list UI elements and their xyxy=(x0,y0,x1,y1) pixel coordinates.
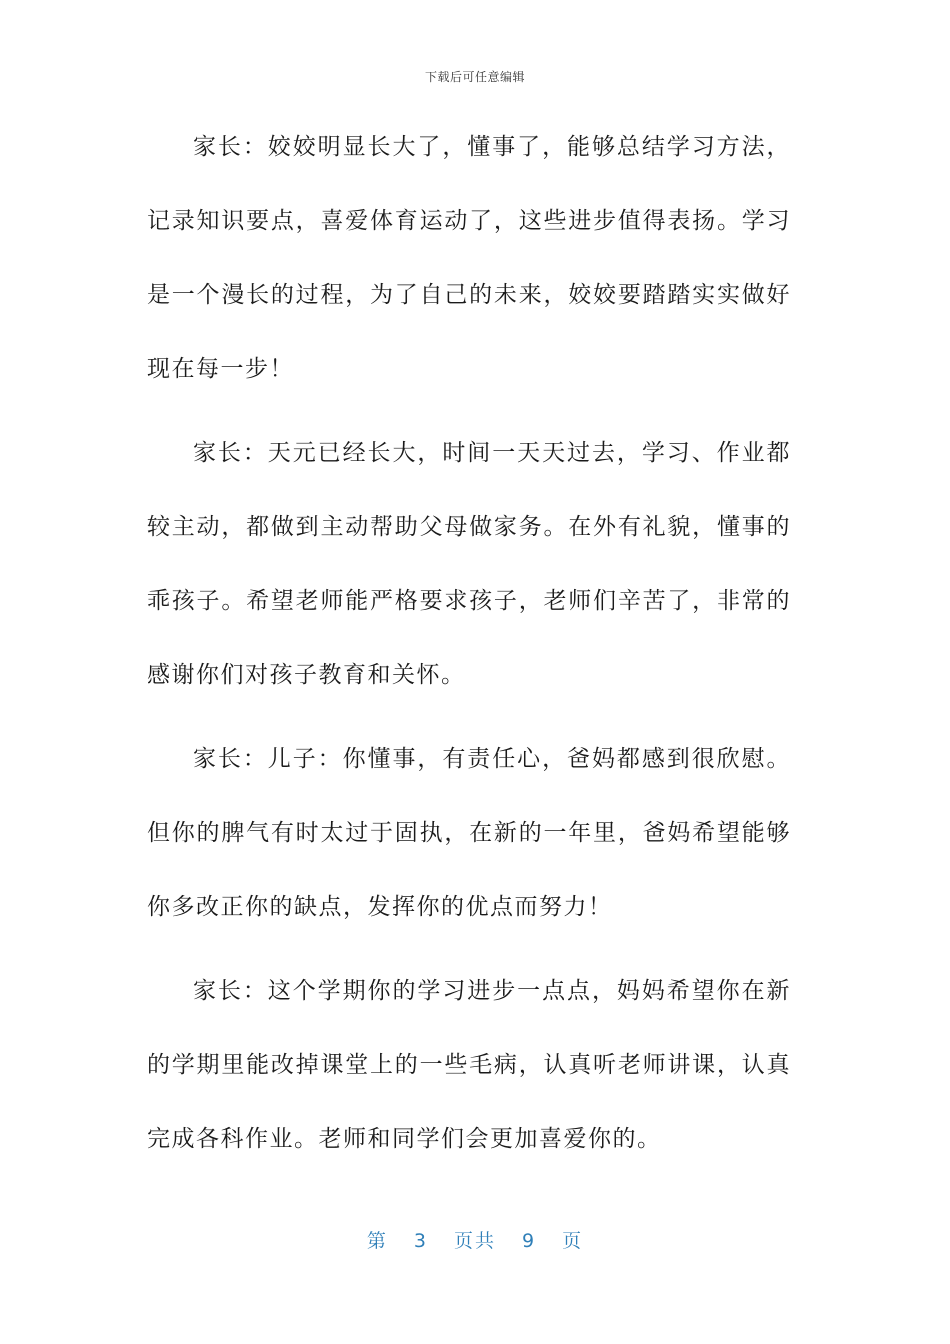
page-header: 下载后可任意编辑 xyxy=(424,70,525,84)
paragraph-3: 家长：儿子：你懂事，有责任心，爸妈都感到很欣慰。但你的脾气有时太过于固执，在新的一年里，爸妈希望能够你多改正你的缺点，发挥你的优点而努力！ xyxy=(147,746,791,920)
footer-total-pages: 9 xyxy=(522,1230,537,1252)
footer-prefix: 第 xyxy=(366,1230,388,1252)
document-body xyxy=(147,110,791,1186)
page-footer xyxy=(0,1226,950,1253)
paragraph-4: 家长：这个学期你的学习进步一点点，妈妈希望你在新的学期里能改掉课堂上的一些毛病，认真听老师讲课，认真完成各科作业。老师和同学们会更加喜爱你的。 xyxy=(147,978,791,1152)
footer-suffix: 页 xyxy=(562,1230,584,1252)
footer-current-page: 3 xyxy=(413,1230,428,1252)
paragraph-2: 家长：天元已经长大，时间一天天过去，学习、作业都较主动，都做到主动帮助父母做家务。在外有礼貌，懂事的乖孩子。希望老师能严格要求孩子，老师们辛苦了，非常的感谢你们对孩子教育和关怀。 xyxy=(147,440,791,688)
footer-middle: 页共 xyxy=(453,1230,496,1252)
paragraph-1: 家长：姣姣明显长大了，懂事了，能够总结学习方法，记录知识要点，喜爱体育运动了，这些进步值得表扬。学习是一个漫长的过程，为了自己的未来，姣姣要踏踏实实做好现在每一步！ xyxy=(147,134,791,382)
